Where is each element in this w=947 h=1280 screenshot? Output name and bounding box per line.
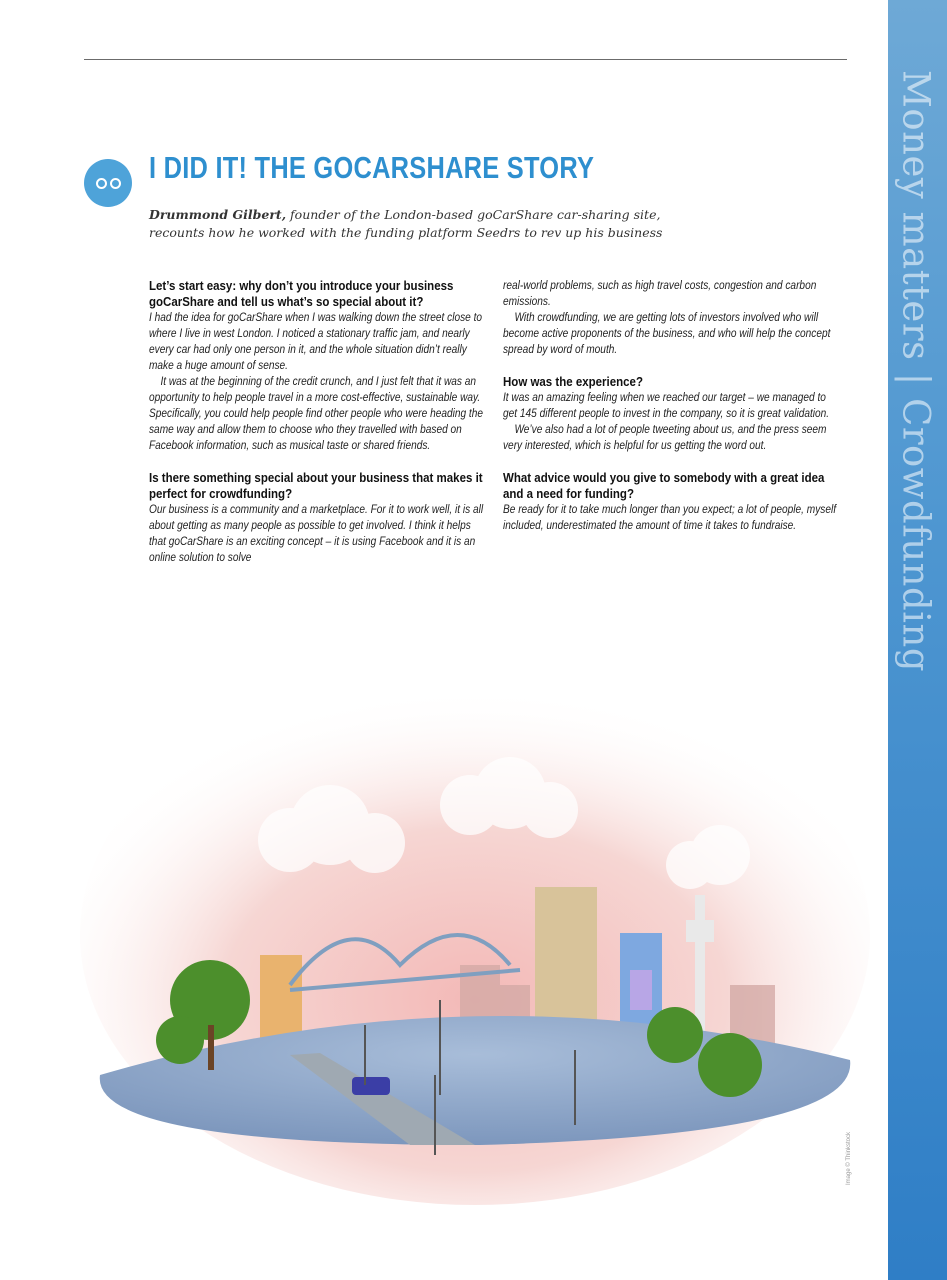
question-2: Is there something special about your business that makes it perfect for crowdfunding? (149, 471, 483, 501)
article-standfirst (149, 206, 669, 242)
answer-4-paragraph-1: Be ready for it to take much longer than you expect; a lot of people, myself included, underestimated the amount of time it takes to fundraise. (503, 504, 837, 532)
section-title-main: Money matters (894, 70, 938, 361)
image-credit: Image © Thinkstock (846, 1132, 852, 1185)
answer-2-paragraph-1: Our business is a community and a marketplace. For it to work well, it is all about getting as many people as possible to get involved. I think it helps that goCarShare is an exciting concept – it is using Facebook and it is an online solution to solve (149, 504, 484, 564)
question-1: Let’s start easy: why don’t you introduce your business goCarShare and tell us what’s so special about it? (149, 279, 454, 309)
article-column-left (149, 278, 487, 566)
answer-2-continued: real-world problems, such as high travel costs, congestion and carbon emissions. (503, 280, 817, 308)
question-4: What advice would you give to somebody with a great idea and a need for funding? (503, 471, 825, 501)
section-separator: | (894, 360, 938, 399)
quote-badge-icon (84, 159, 132, 207)
article-column-right (503, 278, 841, 534)
article-title: I DID IT! THE GOCARSHARE STORY (149, 150, 595, 185)
section-title-sub: Crowdfunding (894, 398, 938, 673)
answer-3-paragraph-2: We’ve also had a lot of people tweeting about us, and the press seem very interested, which is helpful for us getting the word out. (503, 424, 827, 452)
standfirst-author: Drummond Gilbert, (149, 207, 287, 222)
answer-1-paragraph-1: I had the idea for goCarShare when I was walking down the street close to where I live in west London. I noticed a stationary traffic jam, and nearly every car had only one person in it, and the whole situation didn’t really make a huge amount of sense. (149, 312, 483, 372)
answer-3-paragraph-1: It was an amazing feeling when we reached our target – we managed to get 145 different people to invest in the company, so it is great validation. (503, 392, 830, 420)
city-illustration (80, 665, 870, 1210)
question-3: How was the experience? (503, 375, 643, 389)
top-divider (84, 59, 847, 60)
standfirst-line1: founder of the London-based goCarShare car-sharing site, (286, 207, 661, 222)
section-title (895, 70, 938, 672)
answer-2-paragraph-2: With crowdfunding, we are getting lots of investors involved who will become active proponents of the business, and who will help the concept spread by word of mouth. (503, 312, 831, 356)
standfirst-line2: recounts how he worked with the funding platform Seedrs to rev up his business (149, 225, 663, 240)
answer-1-paragraph-2: It was at the beginning of the credit crunch, and I just felt that it was an opportunity to help people travel in a more cost-effective, sustainable way. Specifically, you could help people find other people who were heading the same way and allow them to choose who they travelled with based on Facebook information, such as musical taste or shared friends. (149, 376, 484, 452)
